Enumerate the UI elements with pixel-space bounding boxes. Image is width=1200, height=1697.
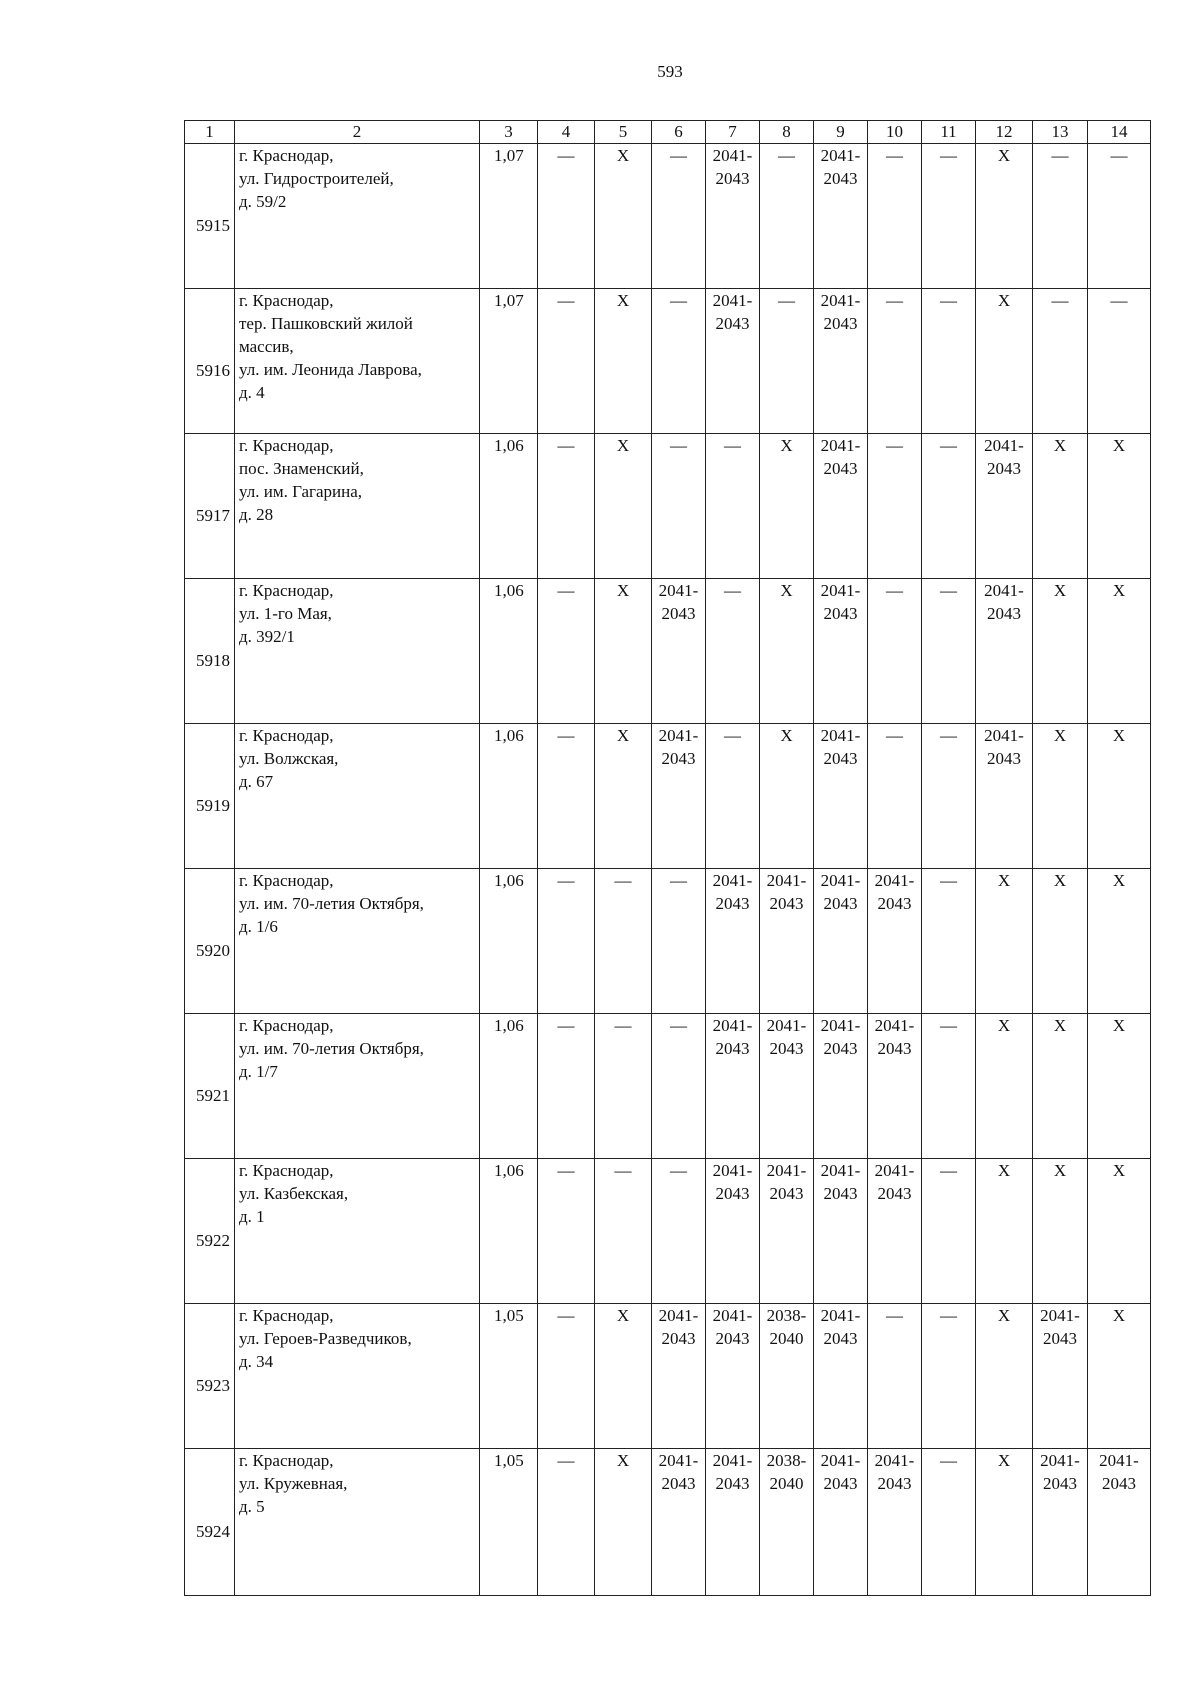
address-line: д. 28 <box>239 505 274 524</box>
value-cell-col-13: 2041-2043 <box>1033 1449 1088 1596</box>
value-cell-col-4: — <box>538 869 595 1014</box>
column-header-8: 8 <box>760 121 814 144</box>
value-cell-col-12: 2041-2043 <box>976 579 1033 724</box>
address-line: массив, <box>239 337 294 356</box>
value-cell-col-14: 2041-2043 <box>1088 1449 1151 1596</box>
column-header-7: 7 <box>706 121 760 144</box>
address-cell <box>235 144 480 289</box>
value-cell-col-14: — <box>1088 144 1151 289</box>
column-header-13: 13 <box>1033 121 1088 144</box>
address-line: ул. Героев-Разведчиков, <box>239 1329 412 1348</box>
value-cell-col-11: — <box>922 289 976 434</box>
value-cell-col-11: — <box>922 724 976 869</box>
table-header-row <box>185 121 1151 144</box>
address-line: тер. Пашковский жилой <box>239 314 413 333</box>
address-line: д. 1/6 <box>239 917 278 936</box>
value-cell-col-5: Х <box>595 434 652 579</box>
coefficient-cell: 1,07 <box>480 144 538 289</box>
table-row <box>185 1014 1151 1159</box>
value-cell-col-11: — <box>922 434 976 579</box>
address-cell <box>235 1449 480 1596</box>
value-cell-col-13: 2041-2043 <box>1033 1304 1088 1449</box>
row-number: 5921 <box>185 1014 235 1159</box>
value-cell-col-9: 2041-2043 <box>814 1304 868 1449</box>
address-cell <box>235 1159 480 1304</box>
value-cell-col-8: 2038-2040 <box>760 1449 814 1596</box>
value-cell-col-5: Х <box>595 144 652 289</box>
row-number: 5924 <box>185 1449 235 1596</box>
value-cell-col-7: 2041-2043 <box>706 869 760 1014</box>
value-cell-col-5: — <box>595 869 652 1014</box>
address-line: г. Краснодар, <box>239 1161 334 1180</box>
value-cell-col-13: — <box>1033 289 1088 434</box>
coefficient-cell: 1,06 <box>480 434 538 579</box>
address-cell <box>235 289 480 434</box>
value-cell-col-12: 2041-2043 <box>976 434 1033 579</box>
address-line: ул. Казбекская, <box>239 1184 349 1203</box>
coefficient-cell: 1,06 <box>480 1014 538 1159</box>
address-line: ул. им. Леонида Лаврова, <box>239 360 422 379</box>
coefficient-cell: 1,06 <box>480 869 538 1014</box>
value-cell-col-10: 2041-2043 <box>868 1159 922 1304</box>
value-cell-col-8: Х <box>760 579 814 724</box>
value-cell-col-12: 2041-2043 <box>976 724 1033 869</box>
address-line: д. 392/1 <box>239 627 295 646</box>
value-cell-col-10: 2041-2043 <box>868 1014 922 1159</box>
value-cell-col-10: — <box>868 579 922 724</box>
value-cell-col-13: Х <box>1033 434 1088 579</box>
address-line: г. Краснодар, <box>239 291 334 310</box>
value-cell-col-5: Х <box>595 724 652 869</box>
value-cell-col-7: 2041-2043 <box>706 1159 760 1304</box>
address-line: г. Краснодар, <box>239 726 334 745</box>
address-line: г. Краснодар, <box>239 1016 334 1035</box>
address-line: г. Краснодар, <box>239 436 334 455</box>
table-row <box>185 1449 1151 1596</box>
value-cell-col-8: — <box>760 289 814 434</box>
value-cell-col-14: Х <box>1088 724 1151 869</box>
value-cell-col-12: Х <box>976 1449 1033 1596</box>
row-number: 5919 <box>185 724 235 869</box>
register-table <box>184 120 1151 1596</box>
address-line: д. 67 <box>239 772 274 791</box>
value-cell-col-7: 2041-2043 <box>706 144 760 289</box>
value-cell-col-12: Х <box>976 869 1033 1014</box>
value-cell-col-8: Х <box>760 434 814 579</box>
table-row <box>185 724 1151 869</box>
address-line: ул. Кружевная, <box>239 1474 348 1493</box>
value-cell-col-10: — <box>868 144 922 289</box>
column-header-6: 6 <box>652 121 706 144</box>
value-cell-col-14: Х <box>1088 579 1151 724</box>
row-number: 5917 <box>185 434 235 579</box>
table-body <box>185 144 1151 1596</box>
value-cell-col-10: 2041-2043 <box>868 1449 922 1596</box>
value-cell-col-7: — <box>706 434 760 579</box>
address-cell <box>235 1014 480 1159</box>
address-line: д. 5 <box>239 1497 265 1516</box>
column-header-5: 5 <box>595 121 652 144</box>
address-line: ул. Гидростроителей, <box>239 169 394 188</box>
value-cell-col-10: — <box>868 1304 922 1449</box>
value-cell-col-4: — <box>538 724 595 869</box>
column-header-10: 10 <box>868 121 922 144</box>
value-cell-col-14: Х <box>1088 1014 1151 1159</box>
value-cell-col-4: — <box>538 579 595 724</box>
address-line: г. Краснодар, <box>239 1451 334 1470</box>
row-number: 5920 <box>185 869 235 1014</box>
column-header-9: 9 <box>814 121 868 144</box>
value-cell-col-13: Х <box>1033 1159 1088 1304</box>
value-cell-col-12: Х <box>976 289 1033 434</box>
value-cell-col-9: 2041-2043 <box>814 724 868 869</box>
value-cell-col-7: — <box>706 724 760 869</box>
coefficient-cell: 1,06 <box>480 724 538 869</box>
address-line: ул. им. 70-летия Октября, <box>239 1039 424 1058</box>
value-cell-col-6: 2041-2043 <box>652 1449 706 1596</box>
value-cell-col-9: 2041-2043 <box>814 579 868 724</box>
address-line: ул. Волжская, <box>239 749 339 768</box>
value-cell-col-5: Х <box>595 579 652 724</box>
column-header-12: 12 <box>976 121 1033 144</box>
table-row <box>185 869 1151 1014</box>
value-cell-col-4: — <box>538 1304 595 1449</box>
value-cell-col-11: — <box>922 579 976 724</box>
address-line: д. 59/2 <box>239 192 287 211</box>
address-line: пос. Знаменский, <box>239 459 364 478</box>
table-row <box>185 144 1151 289</box>
table-row <box>185 1159 1151 1304</box>
address-line: д. 1/7 <box>239 1062 278 1081</box>
address-cell <box>235 579 480 724</box>
value-cell-col-6: 2041-2043 <box>652 724 706 869</box>
value-cell-col-6: — <box>652 1014 706 1159</box>
value-cell-col-14: Х <box>1088 1159 1151 1304</box>
value-cell-col-8: 2041-2043 <box>760 1014 814 1159</box>
coefficient-cell: 1,05 <box>480 1304 538 1449</box>
address-cell <box>235 869 480 1014</box>
value-cell-col-14: — <box>1088 289 1151 434</box>
value-cell-col-7: — <box>706 579 760 724</box>
column-header-4: 4 <box>538 121 595 144</box>
value-cell-col-10: — <box>868 434 922 579</box>
value-cell-col-13: Х <box>1033 724 1088 869</box>
row-number: 5923 <box>185 1304 235 1449</box>
address-line: д. 1 <box>239 1207 265 1226</box>
coefficient-cell: 1,06 <box>480 1159 538 1304</box>
value-cell-col-9: 2041-2043 <box>814 434 868 579</box>
row-number: 5915 <box>185 144 235 289</box>
value-cell-col-4: — <box>538 1449 595 1596</box>
value-cell-col-4: — <box>538 289 595 434</box>
value-cell-col-13: Х <box>1033 1014 1088 1159</box>
value-cell-col-13: Х <box>1033 579 1088 724</box>
coefficient-cell: 1,07 <box>480 289 538 434</box>
value-cell-col-8: 2041-2043 <box>760 1159 814 1304</box>
row-number: 5922 <box>185 1159 235 1304</box>
column-header-14: 14 <box>1088 121 1151 144</box>
value-cell-col-11: — <box>922 1304 976 1449</box>
address-line: г. Краснодар, <box>239 871 334 890</box>
value-cell-col-13: Х <box>1033 869 1088 1014</box>
address-cell <box>235 724 480 869</box>
value-cell-col-9: 2041-2043 <box>814 1449 868 1596</box>
value-cell-col-10: — <box>868 724 922 869</box>
value-cell-col-4: — <box>538 144 595 289</box>
column-header-3: 3 <box>480 121 538 144</box>
value-cell-col-12: Х <box>976 1159 1033 1304</box>
value-cell-col-14: Х <box>1088 1304 1151 1449</box>
value-cell-col-5: Х <box>595 289 652 434</box>
address-line: д. 34 <box>239 1352 274 1371</box>
address-line: ул. им. 70-летия Октября, <box>239 894 424 913</box>
value-cell-col-6: — <box>652 1159 706 1304</box>
address-line: д. 4 <box>239 383 265 402</box>
value-cell-col-9: 2041-2043 <box>814 1159 868 1304</box>
value-cell-col-9: 2041-2043 <box>814 289 868 434</box>
value-cell-col-6: — <box>652 434 706 579</box>
value-cell-col-5: Х <box>595 1449 652 1596</box>
value-cell-col-8: Х <box>760 724 814 869</box>
address-cell <box>235 1304 480 1449</box>
value-cell-col-5: — <box>595 1159 652 1304</box>
row-number: 5918 <box>185 579 235 724</box>
address-line: ул. им. Гагарина, <box>239 482 363 501</box>
address-line: г. Краснодар, <box>239 1306 334 1325</box>
address-line: г. Краснодар, <box>239 581 334 600</box>
value-cell-col-10: 2041-2043 <box>868 869 922 1014</box>
table-row <box>185 434 1151 579</box>
value-cell-col-5: — <box>595 1014 652 1159</box>
table-row <box>185 289 1151 434</box>
value-cell-col-12: Х <box>976 1014 1033 1159</box>
value-cell-col-7: 2041-2043 <box>706 1014 760 1159</box>
value-cell-col-4: — <box>538 1014 595 1159</box>
value-cell-col-7: 2041-2043 <box>706 289 760 434</box>
value-cell-col-6: — <box>652 869 706 1014</box>
value-cell-col-6: 2041-2043 <box>652 1304 706 1449</box>
coefficient-cell: 1,06 <box>480 579 538 724</box>
value-cell-col-8: 2041-2043 <box>760 869 814 1014</box>
value-cell-col-4: — <box>538 434 595 579</box>
value-cell-col-11: — <box>922 1449 976 1596</box>
value-cell-col-11: — <box>922 1159 976 1304</box>
value-cell-col-14: Х <box>1088 869 1151 1014</box>
value-cell-col-11: — <box>922 144 976 289</box>
value-cell-col-9: 2041-2043 <box>814 1014 868 1159</box>
value-cell-col-4: — <box>538 1159 595 1304</box>
coefficient-cell: 1,05 <box>480 1449 538 1596</box>
value-cell-col-14: Х <box>1088 434 1151 579</box>
address-line: г. Краснодар, <box>239 146 334 165</box>
value-cell-col-6: 2041-2043 <box>652 579 706 724</box>
value-cell-col-12: Х <box>976 1304 1033 1449</box>
value-cell-col-6: — <box>652 144 706 289</box>
value-cell-col-9: 2041-2043 <box>814 869 868 1014</box>
value-cell-col-11: — <box>922 1014 976 1159</box>
column-header-1: 1 <box>185 121 235 144</box>
address-cell <box>235 434 480 579</box>
row-number: 5916 <box>185 289 235 434</box>
value-cell-col-7: 2041-2043 <box>706 1304 760 1449</box>
value-cell-col-13: — <box>1033 144 1088 289</box>
value-cell-col-10: — <box>868 289 922 434</box>
value-cell-col-8: — <box>760 144 814 289</box>
value-cell-col-8: 2038-2040 <box>760 1304 814 1449</box>
value-cell-col-9: 2041-2043 <box>814 144 868 289</box>
value-cell-col-6: — <box>652 289 706 434</box>
address-line: ул. 1-го Мая, <box>239 604 332 623</box>
value-cell-col-12: Х <box>976 144 1033 289</box>
page-number: 593 <box>657 62 683 81</box>
column-header-2: 2 <box>235 121 480 144</box>
table-row <box>185 579 1151 724</box>
table-row <box>185 1304 1151 1449</box>
value-cell-col-11: — <box>922 869 976 1014</box>
column-header-11: 11 <box>922 121 976 144</box>
value-cell-col-7: 2041-2043 <box>706 1449 760 1596</box>
value-cell-col-5: Х <box>595 1304 652 1449</box>
